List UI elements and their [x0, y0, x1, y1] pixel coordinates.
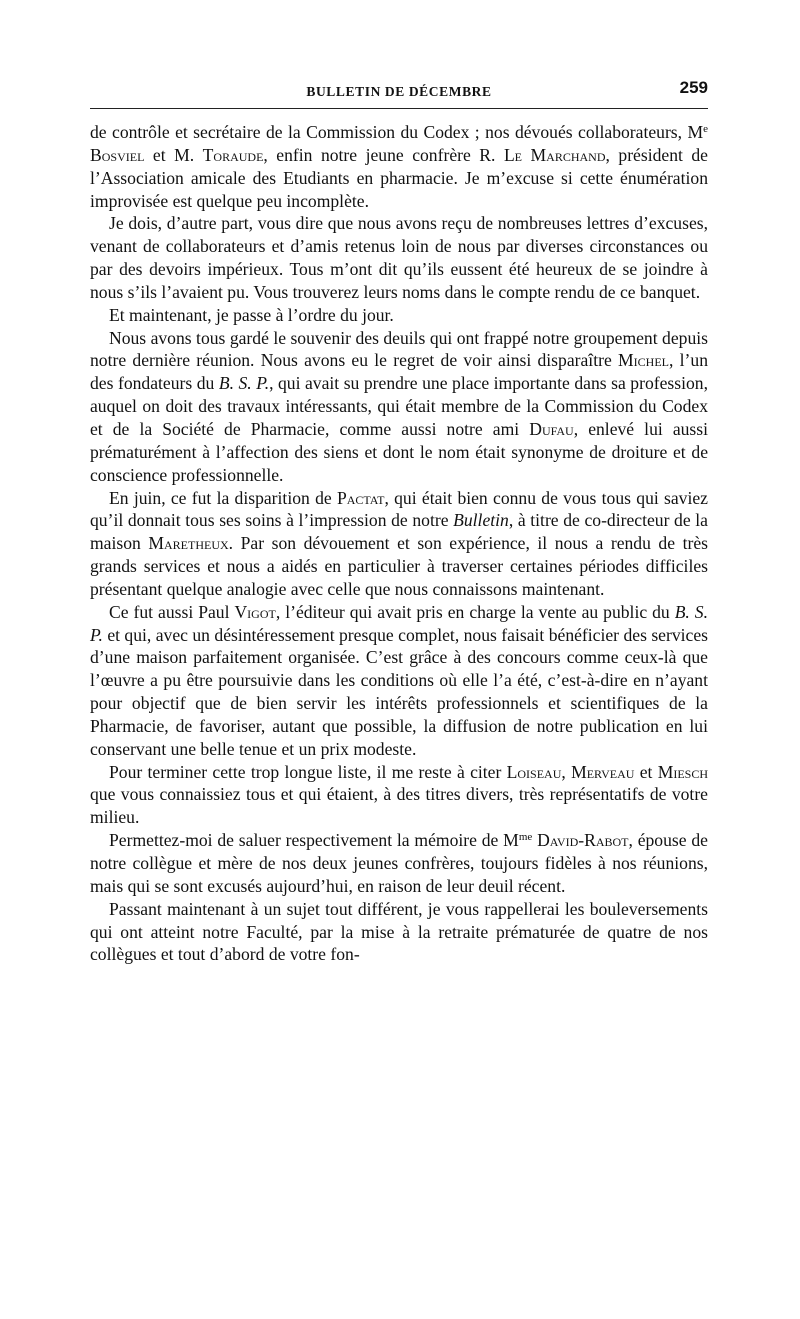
text-run: . Par son dévouement et son expérience, il nous a rendu de très grands services et nous a aidés en particulier à traverser certaines périodes difficiles présentant quelque analogie avec celle que nous connaissons maintenant.: [90, 533, 708, 599]
proper-name: Toraude: [202, 144, 264, 165]
running-header: [90, 74, 708, 109]
text-run: , qui était bien connu de vous tous qui saviez qu’il donnait tous ses soins à l’impression de notre: [90, 487, 708, 531]
proper-name: Pactat: [336, 487, 385, 508]
text-run: , enlevé lui aussi prématurément à l’affection des siens et dont le nom était synonyme de droiture et de conscience professionnelle.: [90, 418, 709, 485]
text-run: Je dois, d’autre part, vous dire que nous avons reçu de nombreuses lettres d’excuses, venant de collaborateurs et d’amis retenus loin de nous par diverses circonstances ou par des devoirs impérieux. Tous m’ont dit qu’ils eussent été heureux de se joindre à nous s’ils l’avaient pu. Vous trouverez leurs noms dans le compte rendu de ce banquet.: [90, 213, 708, 302]
text-run: Permettez-moi de saluer respectivement la mémoire de M: [109, 830, 519, 851]
proper-name: Maretheux: [148, 533, 229, 554]
running-title: BULLETIN DE DÉCEMBRE: [306, 84, 492, 99]
paragraph: [90, 898, 708, 967]
body-text: [90, 121, 708, 966]
text-run: En juin, ce fut la disparition de: [109, 487, 337, 508]
text-run: , enfin notre jeune confrère R.: [263, 144, 504, 165]
text-run: ,: [561, 761, 572, 782]
paragraph: [90, 327, 708, 487]
text-run: , épouse de notre collègue et mère de nos deux jeunes confrères, toujours fidèles à nos réunions, mais qui se sont excusés aujourd’hui, en raison de leur deuil récent.: [90, 830, 708, 896]
paragraph: [90, 212, 708, 303]
text-run: , qui avait su prendre une place importante dans sa profession, auquel on doit des travaux intéressants, qui était membre de la Commission du Codex et de la Société de Pharmacie, comme aussi notre ami: [90, 373, 708, 439]
proper-name: Miesch: [657, 761, 709, 782]
proper-name: Merveau: [571, 761, 635, 782]
proper-name: Michel: [618, 350, 669, 371]
paragraph: [90, 601, 708, 761]
superscript: me: [518, 831, 533, 844]
paragraph: [90, 487, 708, 601]
text-run: et: [634, 761, 658, 782]
italic-title: B. S. P.: [90, 601, 708, 645]
text-run: , l’un des fondateurs du: [90, 350, 709, 394]
page-number: 259: [679, 78, 708, 97]
paragraph: [90, 121, 708, 212]
text-run: Nous avons tous gardé le souvenir des deuils qui ont frappé notre groupement depuis notre dernière réunion. Nous avons eu le regret de voir ainsi disparaître: [90, 327, 708, 371]
italic-title: Bulletin: [453, 510, 509, 531]
italic-title: B. S. P.: [218, 373, 270, 394]
paragraph: [90, 829, 708, 898]
proper-name: Dufau: [529, 418, 574, 439]
text-run: que vous connaissiez tous et qui étaient, à des titres divers, très représentatifs de votre milieu.: [90, 784, 708, 828]
text-run: Ce fut aussi Paul: [109, 601, 235, 622]
text-run: Passant maintenant à un sujet tout différent, je vous rappellerai les bouleversements qui ont atteint notre Faculté, par la mise à la retraite prématurée de quatre de nos collègues et tout d’abord de votre fon-: [90, 898, 708, 965]
proper-name: David-Rabot: [537, 830, 629, 851]
text-run: , à titre de co-directeur de la maison: [90, 510, 708, 554]
paragraph: [90, 761, 708, 830]
superscript: e: [703, 123, 708, 135]
text-run: , président de l’Association amicale des Etudiants en pharmacie. Je m’excuse si cette énumération improvisée est quelque peu incomplète.: [90, 144, 708, 211]
paragraph: [90, 304, 708, 327]
text-run: Pour terminer cette trop longue liste, il me reste à citer: [109, 761, 507, 782]
proper-name: Le Marchand: [503, 144, 606, 165]
text-run: Et maintenant, je passe à l’ordre du jour.: [109, 304, 394, 325]
text-run: et M.: [144, 144, 203, 165]
proper-name: Loiseau: [506, 761, 562, 782]
text-run: , l’éditeur qui avait pris en charge la vente au public du: [275, 601, 675, 622]
proper-name: Vigot: [234, 601, 276, 622]
book-page: [90, 74, 708, 966]
text-run: de contrôle et secrétaire de la Commission du Codex ; nos dévoués collaborateurs, M: [90, 122, 704, 142]
text-run: et qui, avec un désintéressement presque complet, nous faisait bénéficier des services d’une maison parfaitement organisée. C’est grâce à des concours comme ceux-là que l’œuvre a pu être poursuivie dans les conditions où elle l’a été, c’est-à-dire en n’ayant pour objectif que de bien servir les intérêts professionnels et scientifiques de la Pharmacie, de favoriser, autant que possible, la diffusion de notre publication en lui conservant une belle tenue et un prix modeste.: [90, 624, 708, 759]
proper-name: Bosviel: [90, 144, 145, 165]
